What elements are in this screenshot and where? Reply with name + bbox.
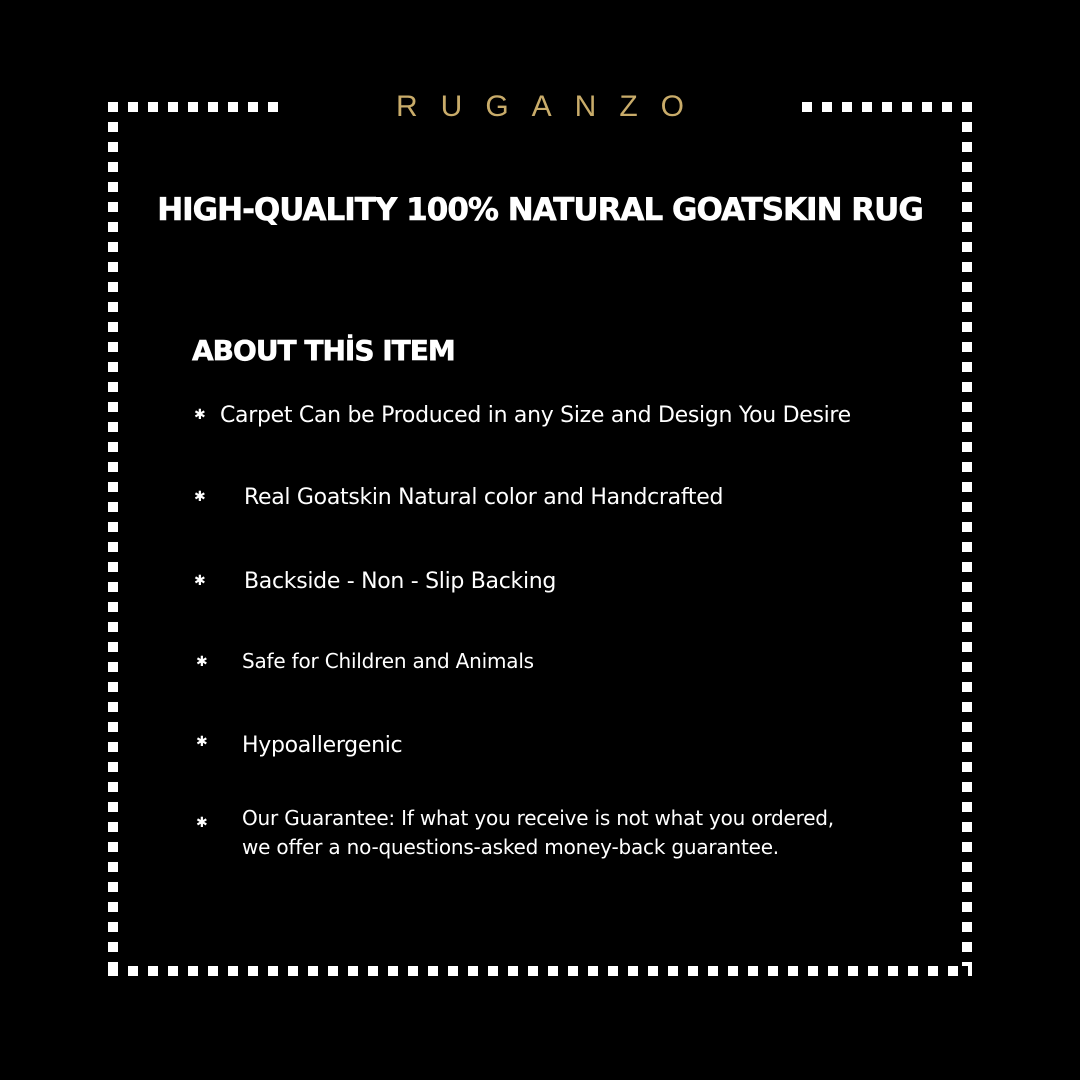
asterisk-icon: ✱ <box>194 407 206 423</box>
feature-item: Real Goatskin Natural color and Handcrafted <box>244 485 724 510</box>
frame-border-left <box>108 122 118 966</box>
feature-item: Backside - Non - Slip Backing <box>244 569 557 594</box>
asterisk-icon: ✱ <box>196 654 208 670</box>
frame-border-right <box>962 122 972 966</box>
frame-border-top-right <box>802 102 972 112</box>
asterisk-icon: ✱ <box>194 489 206 505</box>
feature-item-line: Our Guarantee: If what you receive is not what you ordered, <box>242 806 834 830</box>
feature-item: Hypoallergenic <box>242 733 403 758</box>
feature-item: Carpet Can be Produced in any Size and Design You Desire <box>220 403 851 428</box>
brand-name: RUGANZO <box>396 90 707 123</box>
asterisk-icon: ✱ <box>196 815 208 831</box>
feature-item: Safe for Children and Animals <box>242 649 534 673</box>
asterisk-icon: ✱ <box>194 573 206 589</box>
feature-item-line: we offer a no-questions-asked money-back guarantee. <box>242 835 779 859</box>
section-title: ABOUT THİS ITEM <box>192 334 455 367</box>
asterisk-icon: ✱ <box>196 734 208 750</box>
frame-border-top-left <box>108 102 278 112</box>
headline: HIGH-QUALITY 100% NATURAL GOATSKIN RUG <box>157 192 923 228</box>
frame-border-bottom <box>108 966 972 976</box>
